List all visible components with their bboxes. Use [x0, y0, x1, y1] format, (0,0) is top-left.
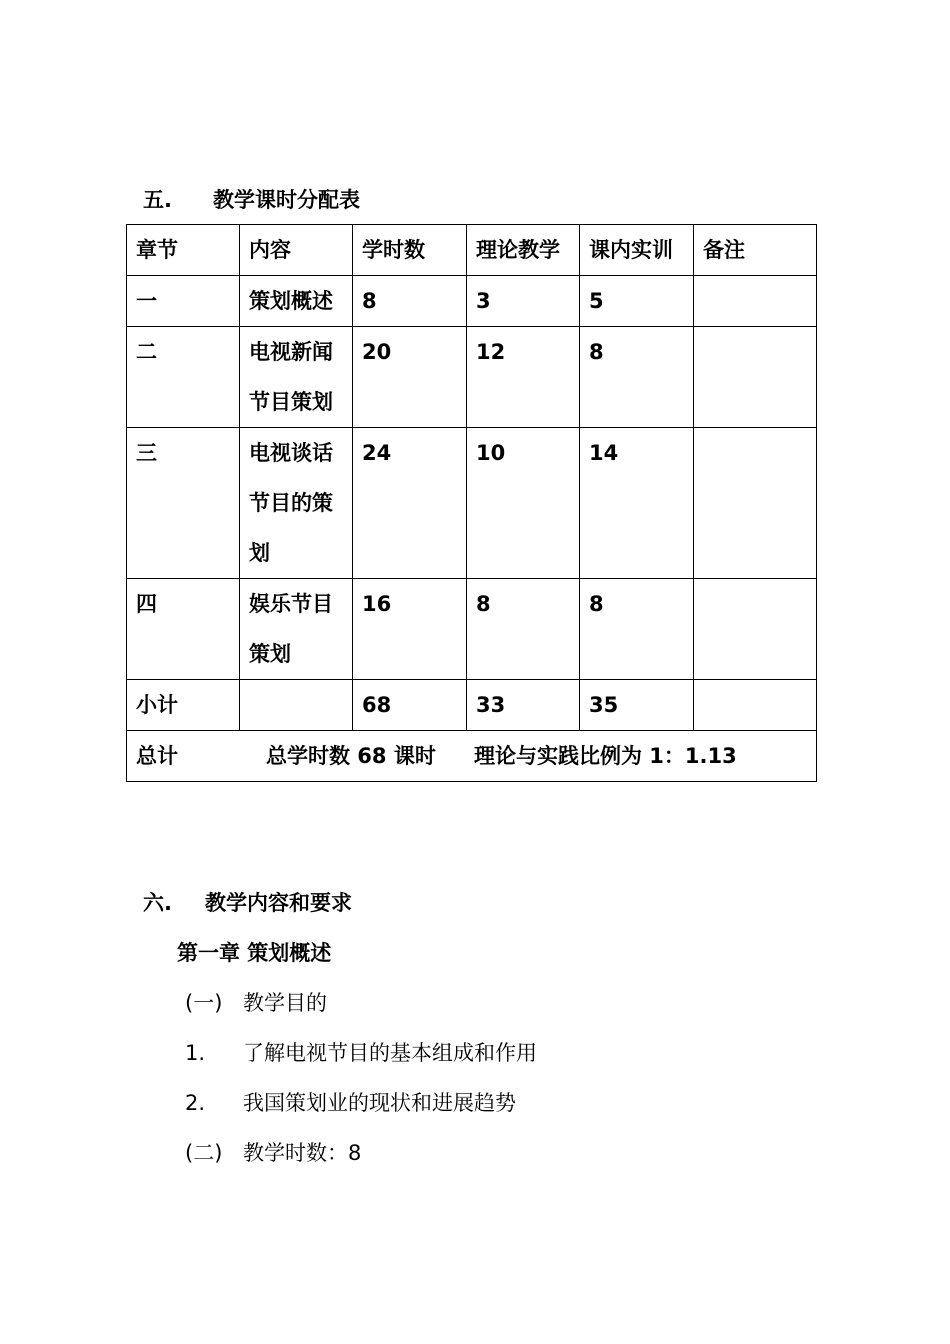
cell-chapter: 四 — [127, 579, 240, 680]
cell-chapter: 三 — [127, 428, 240, 579]
subsection-text: 教学目的 — [243, 991, 327, 1015]
cell-theory: 3 — [467, 276, 580, 327]
header-cell-practice: 课内实训 — [580, 225, 694, 276]
cell-notes — [694, 680, 817, 731]
cell-content: 娱乐节目策划 — [240, 579, 353, 680]
cell-chapter: 二 — [127, 327, 240, 428]
section-5-heading — [143, 187, 360, 213]
table-row — [127, 276, 817, 327]
cell-notes — [694, 428, 817, 579]
subsection-marker: (二) — [185, 1141, 223, 1165]
list-item — [185, 1040, 537, 1066]
cell-chapter: 小计 — [127, 680, 240, 731]
cell-notes — [694, 327, 817, 428]
cell-practice: 14 — [580, 428, 694, 579]
subsection-text: 教学时数：8 — [243, 1141, 362, 1165]
list-item — [185, 1090, 516, 1116]
table-row — [127, 579, 817, 680]
cell-hours: 8 — [353, 276, 467, 327]
cell-hours: 20 — [353, 327, 467, 428]
cell-theory: 12 — [467, 327, 580, 428]
table-row — [127, 327, 817, 428]
total-label: 总计 — [136, 744, 178, 768]
total-hours: 总学时数 68 课时 — [266, 744, 436, 768]
total-ratio: 理论与实践比例为 1：1.13 — [474, 744, 737, 768]
cell-content: 电视新闻节目策划 — [240, 327, 353, 428]
cell-content — [240, 680, 353, 731]
cell-notes — [694, 276, 817, 327]
cell-notes — [694, 579, 817, 680]
section-6-heading — [143, 890, 352, 916]
cell-hours: 24 — [353, 428, 467, 579]
header-cell-hours: 学时数 — [353, 225, 467, 276]
section-5-title: 教学课时分配表 — [213, 188, 360, 212]
subsection-marker: (一) — [185, 991, 223, 1015]
chapter-1-title: 第一章 策划概述 — [177, 941, 332, 965]
hours-allocation-table — [126, 224, 817, 782]
cell-practice: 8 — [580, 327, 694, 428]
section-6-number: 六. — [143, 891, 172, 915]
cell-chapter: 一 — [127, 276, 240, 327]
cell-practice: 5 — [580, 276, 694, 327]
subsection-teaching-hours — [185, 1140, 361, 1166]
cell-theory: 33 — [467, 680, 580, 731]
header-cell-chapter: 章节 — [127, 225, 240, 276]
cell-theory: 10 — [467, 428, 580, 579]
list-item-text: 了解电视节目的基本组成和作用 — [243, 1041, 537, 1065]
cell-content: 电视谈话节目的策划 — [240, 428, 353, 579]
total-row — [127, 731, 817, 782]
subsection-teaching-goal — [185, 990, 327, 1016]
table-row — [127, 428, 817, 579]
header-cell-content: 内容 — [240, 225, 353, 276]
cell-content: 策划概述 — [240, 276, 353, 327]
list-item-marker: 1. — [185, 1041, 206, 1065]
table-header-row — [127, 225, 817, 276]
total-cell — [127, 731, 817, 782]
list-item-marker: 2. — [185, 1091, 206, 1115]
cell-hours: 16 — [353, 579, 467, 680]
cell-hours: 68 — [353, 680, 467, 731]
header-cell-notes: 备注 — [694, 225, 817, 276]
section-6-title: 教学内容和要求 — [205, 891, 352, 915]
subtotal-row — [127, 680, 817, 731]
list-item-text: 我国策划业的现状和进展趋势 — [243, 1091, 516, 1115]
header-cell-theory: 理论教学 — [467, 225, 580, 276]
cell-theory: 8 — [467, 579, 580, 680]
cell-practice: 35 — [580, 680, 694, 731]
section-5-number: 五. — [143, 188, 172, 212]
cell-practice: 8 — [580, 579, 694, 680]
